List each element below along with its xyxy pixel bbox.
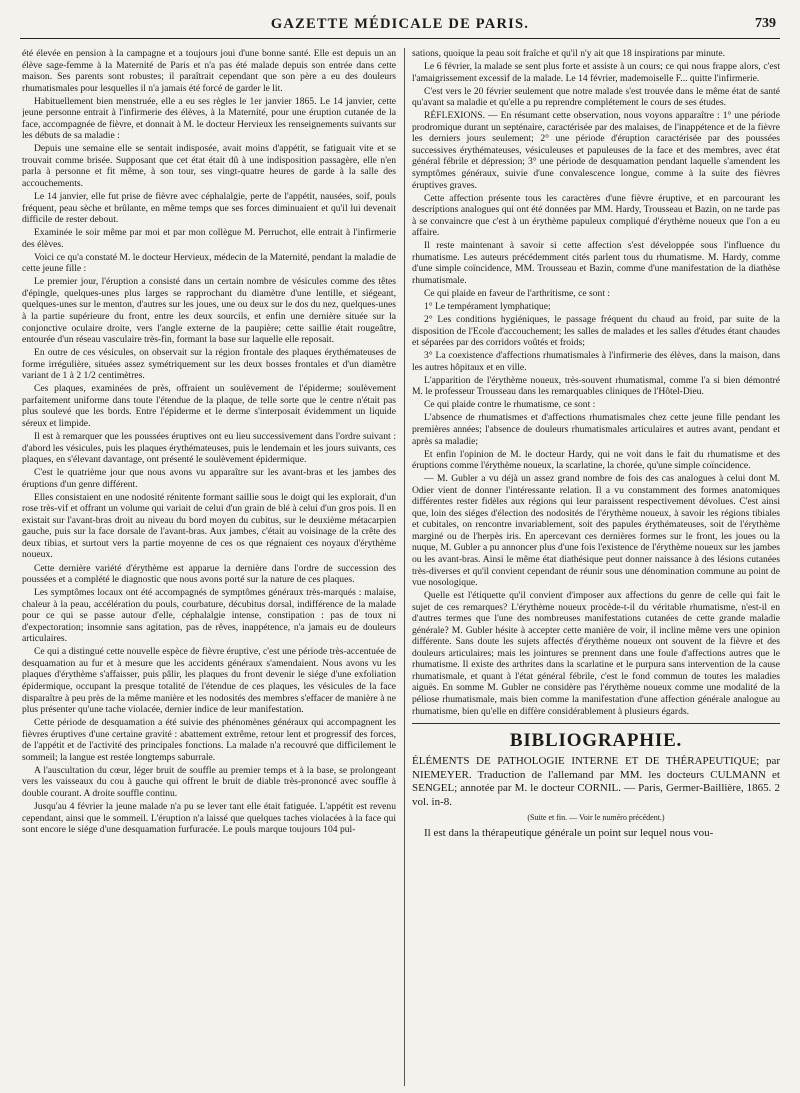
paragraph: En outre de ces vésicules, on observait sur la région frontale des plaques érythémateuses de forme irrégulière, situées assez symétriquement sur les deux bosses frontales et d'un diamètre variant de 1 à 2 1/2 centimètres. xyxy=(22,347,396,382)
paragraph: Habituellement bien menstruée, elle a eu ses règles le 1er janvier 1865. Le 14 janvier, cette jeune personne entrait à l'infirmerie des élèves, à la Maternité, pour une éruption cutanée de la face, accompagnée de fièvre, et donnait à M. le docteur Hervieux les renseignements suivants sur les débuts de sa maladie : xyxy=(22,95,396,142)
paragraph: 1° Le tempérament lymphatique; xyxy=(424,300,551,312)
running-title: GAZETTE MÉDICALE DE PARIS. xyxy=(270,16,530,32)
bibliography-reference: ÉLÉMENTS DE PATHOLOGIE INTERNE ET DE THÉRAPEUTIQUE; par NIEMEYER. Traduction de l'allemand par MM. les docteurs CULMANN et SENGEL; annotée par M. le docteur CORNIL. — Paris, Germer-Baillière, 1865. 2 vol. in-8. xyxy=(412,755,780,808)
paragraph: Le 6 février, la malade se sent plus forte et assiste à un cours; ce qui nous frappe alors, c'est l'amaigrissement excessif de la malade. Le 14 février, mademoiselle F... quitte l'infirmerie. xyxy=(412,61,780,84)
paragraph: sations, quoique la peau soit fraîche et qu'il n'y ait que 18 inspirations par minute. xyxy=(412,48,726,59)
paragraph: Cette dernière variété d'érythème est apparue la dernière dans l'ordre de succession des poussées et a complété le diagnostic que nous avons porté sur la nature de ces plaques. xyxy=(22,562,396,586)
paragraph: C'est le quatrième jour que nous avons vu apparaître sur les avant-bras et les jambes des éruptions d'un genre différent. xyxy=(22,467,396,490)
paragraph: 2° Les conditions hygiéniques, le passage fréquent du chaud au froid, par suite de la disposition de l'Ecole d'accouchement; les salles de malades et les salles d'études étant chaudes et séparées par des corridors voûtés et froids; xyxy=(412,314,780,349)
paragraph: Quelle est l'étiquette qu'il convient d'imposer aux affections du genre de celle qui fait le sujet de ces remarques? L'érythème noueux procède-t-il du véritable rhumatisme, n'est-il en d'autres termes que l'une des nombreuses manifestations cutanées de cette grande maladie générale? M. Gubler hésite à accepter cette manière de voir, il incline même vers une opinion différente. Sans doute les sujets affectés d'érythème noueux ont souvent de la fièvre et des douleurs articulaires; mais les jointures se prennent dans une foule d'affections autres que le rhumatisme. Il existe des arthrites dans la scarlatine et le purpura sans intervention de la cause rhumatismale, et quant à l'état général fébrile, c'est le fond commun de toutes les maladies aiguës. En somme M. Gubler ne considère pas l'érythème noueux comme une modalité de la péliose rhumatismale, mais bien comme la manifestation d'une affection générale analogue au rhumatisme, bien qu'elle en diffère considérablement à plusieurs égards. xyxy=(412,590,780,717)
left-column xyxy=(22,48,396,1086)
paragraph: — M. Gubler a vu déjà un assez grand nombre de fois des cas analogues à celui dont M. Odier vient de donner l'intéressante relation. Il a vu constamment des formes anatomiques différentes rester fidèles aux régions qui leur paraissent respectivement dévolues. C'est ainsi que, loin des siéges d'élection des nodosités de l'érythème noueux, à savoir les régions tibiales et cubitales, on rencontre invariablement, soit des papules érythémateuses, soit de l'érythème marginé ou de l'herpès iris. En apercevant ces dernières formes sur le front, les joues ou la nuque, M. Gubler a pu annoncer plus d'une fois l'existence de l'érythème noueux sur les jambes ou les avant-bras. Ainsi le même état diathésique peut donner naissance à des lésions cutanées très-diverses et qu'il convient cependant de réunir sous une dénomination commune au point de vue nosologique. xyxy=(412,473,780,589)
paragraph: L'apparition de l'érythème noueux, très-souvent rhumatismal, comme l'a si bien démontré M. le professeur Trousseau dans les remarquables cliniques de l'Hôtel-Dieu. xyxy=(412,374,780,398)
paragraph: Il est à remarquer que les poussées éruptives ont eu lieu successivement dans l'ordre suivant : d'abord les vésicules, puis les plaques érythémateuses, puis le lendemain et les jours suivants, ces plaques, en s'élevant davantage, ont présenté le soulèvement épidermique. xyxy=(22,431,396,466)
paragraph: Le 14 janvier, elle fut prise de fièvre avec céphalalgie, perte de l'appétit, nausées, soif, pouls fréquent, peau sèche et brûlante, en même temps que ses forces diminuaient et qu'il lui devenait difficile de rester debout. xyxy=(22,191,396,226)
page-number: 739 xyxy=(755,16,776,31)
paragraph: Elles consistaient en une nodosité rénitente formant saillie sous le doigt qui les explorait, d'un rose très-vif et offrant un volume qui variait de celui d'un grain de blé à celui d'un gros pois. Il en existait sur l'avant-bras droit au niveau du bord moyen du cubitus, sur le deuxième métacarpien gauche, puis sur la face dorsale de l'avant-bras. Aux jambes, c'était au voisinage de la crête des deux tibias, et surtout vers la partie moyenne de ces os que régnaient ces noyaux d'érythème noueux. xyxy=(22,491,396,561)
section-rule xyxy=(412,723,780,724)
paragraph: Examinée le soir même par moi et par mon collègue M. Perruchot, elle entrait à l'infirmerie des élèves. xyxy=(22,227,396,250)
paragraph: Ce qui a distingué cette nouvelle espèce de fièvre éruptive, c'est une période très-accentuée de desquamation au fur et à mesure que les accidents généraux s'amendaient. Nous avons vu les plaques d'érythème s'affaisser, puis pâlir, les plaques du front devenir le siége d'une exfoliation épidermique, occupant la presque totalité de l'étendue de ces plaques, les vésicules de la face disparaître à peu près de la même manière et les nodosités des membres s'effacer de manière à ne plus présenter qu'une tache violacée, dernier indice de leur manifestation. xyxy=(22,646,396,716)
right-column xyxy=(412,48,780,1086)
paragraph: Jusqu'au 4 février la jeune malade n'a pu se lever tant elle était fatiguée. L'appétit est revenu cependant, ainsi que le sommeil. L'éruption n'a laissé que quelques taches violacées à la face qui sont encore le siége d'une desquamation furfuracée. Le pouls marque toujours 104 pul- xyxy=(22,800,396,836)
paragraph: Les symptômes locaux ont été accompagnés de symptômes généraux très-marqués : malaise, chaleur à la peau, accélération du pouls, courbature, décubitus dorsal, indifférence de la malade pour ce qui se passe autour d'elle, céphalalgie intense, constipation : pas de toux ni d'expectoration; insomnie sans agitation, pas de rêves, inappétence, n'a jamais eu de douleurs articulaires. xyxy=(22,587,396,645)
paragraph: Ces plaques, examinées de près, offraient un soulèvement de l'épiderme; soulèvement parfaitement uniforme dans toute l'étendue de la plaque, de telle sorte que le centre n'était pas plus soulevé que les bords. Entre l'épiderme et le derme s'interposait évidemment un liquide séreux et limpide. xyxy=(22,383,396,429)
paragraph: Depuis une semaine elle se sentait indisposée, avait moins d'appétit, se fatiguait vite et se trouvait comme brisée. Supposant que cet état était dû à une indisposition passagère, elle n'en parla à personne et fit même, à son tour, ses vingt-quatre heures de garde à la salle des accouchements. xyxy=(22,143,396,190)
paragraph: Cette affection présente tous les caractères d'une fièvre éruptive, et en parcourant les descriptions analogues qui ont été données par MM. Hardy, Trousseau et Bazin, on ne tarde pas à se convaincre que c'est à un érythème papuleux compliqué d'érythème noueux que l'on a eu affaire. xyxy=(412,192,780,239)
continuation-note: (Suite et fin. — Voir le numéro précédent.) xyxy=(527,813,665,823)
page-header xyxy=(20,14,780,39)
paragraph: C'est vers le 20 février seulement que notre malade s'est trouvée dans le même état de santé qu'avant sa maladie et qu'elle a pu reprendre complétement le cours de ses études. xyxy=(412,85,780,109)
paragraph: Et enfin l'opinion de M. le docteur Hardy, qui ne voit dans le fait du rhumatisme et des éruptions comme l'érythème noueux, la scarlatine, la chorée, qu'une simple coïncidence. xyxy=(412,448,780,472)
bibliography-title: BIBLIOGRAPHIE. xyxy=(509,730,683,752)
paragraph: 3° La coexistence d'affections rhumatismales à l'infirmerie des élèves, dans la maison, dans les autres hôpitaux et en ville. xyxy=(412,350,780,373)
paragraph: L'absence de rhumatismes et d'affections rhumatismales chez cette jeune fille pendant les premières années; l'absence de douleurs rhumatismales articulaires et autres avant, pendant et après sa maladie; xyxy=(412,412,780,447)
paragraph: Il est dans la thérapeutique générale un point sur lequel nous vou- xyxy=(424,826,714,839)
paragraph: été élevée en pension à la campagne et a toujours joui d'une bonne santé. Elle est depuis un an élève sage-femme à la Maternité de Paris et n'a pas été malade depuis son entrée dans cette maison. Ses parents sont robustes; il paraîtrait cependant que son père a eu des douleurs rhumatismales pour lesquelles il n'a jamais été forcé de garder le lit. xyxy=(22,48,396,94)
column-divider xyxy=(404,48,405,1086)
paragraph: Ce qui plaide contre le rhumatisme, ce sont : xyxy=(424,399,596,411)
paragraph: A l'auscultation du cœur, léger bruit de souffle au premier temps et à la base, se prolongeant vers les vaisseaux du cou à gauche qui offrent le bruit de diable très-prononcé avec souffle à double courant. A droite souffle continu. xyxy=(22,764,396,799)
paragraph: RÉFLEXIONS. — En résumant cette observation, nous voyons apparaître : 1° une période prodromique durant un septénaire, caractérisée par des malaises, de l'inappétence et de la fièvre les derniers jours seulement; 2° une période d'éruption caractérisée par des poussées successives érythémateuses, vésiculeuses et papuleuses de la face et des membres, avec état général fébrile et dépression; 3° une période de desquamation pendant laquelle s'amendent les symptômes généraux, suivie d'une convalescence longue, comme à la suite des fièvres éruptives graves. xyxy=(412,110,780,191)
paragraph: Cette période de desquamation a été suivie des phénomènes généraux qui accompagnent les fièvres éruptives d'une certaine gravité : abattement extrême, retour lent et progressif des forces, de l'appétit et de l'activité des principales fonctions. La malade n'a recouvré que difficilement le sommeil; la langue est restée longtemps saburrale. xyxy=(22,717,396,763)
paragraph: Voici ce qu'a constaté M. le docteur Hervieux, médecin de la Maternité, pendant la maladie de cette jeune fille : xyxy=(22,251,396,275)
paragraph: Ce qui plaide en faveur de l'arthritisme, ce sont : xyxy=(424,287,611,299)
paragraph: Le premier jour, l'éruption a consisté dans un certain nombre de vésicules comme des têtes d'épingle, quelques-unes plus larges se rapprochant du diamètre d'une lentille, et siégeant, quelques-unes sur le menton, d'autres sur les joues, une ou deux sur le dos du nez, quelques-unes à la partie supérieure du front, entre les deux sourcils, et enfin une dernière située sur la conjonctive oculaire droite, vers l'angle externe de la paupière; cette saillie était rougeâtre, entourée d'un réseau vasculaire très-fin, formant la base sur laquelle elle reposait. xyxy=(22,276,396,346)
paragraph: Il reste maintenant à savoir si cette affection s'est développée sous l'influence du rhumatisme. Les auteurs précédemment cités parlent tous du rhumatisme. M. Hardy, comme d'une simple coïncidence, MM. Trousseau et Bazin, comme d'une manifestation de la diathèse rhumatismale. xyxy=(412,240,780,286)
